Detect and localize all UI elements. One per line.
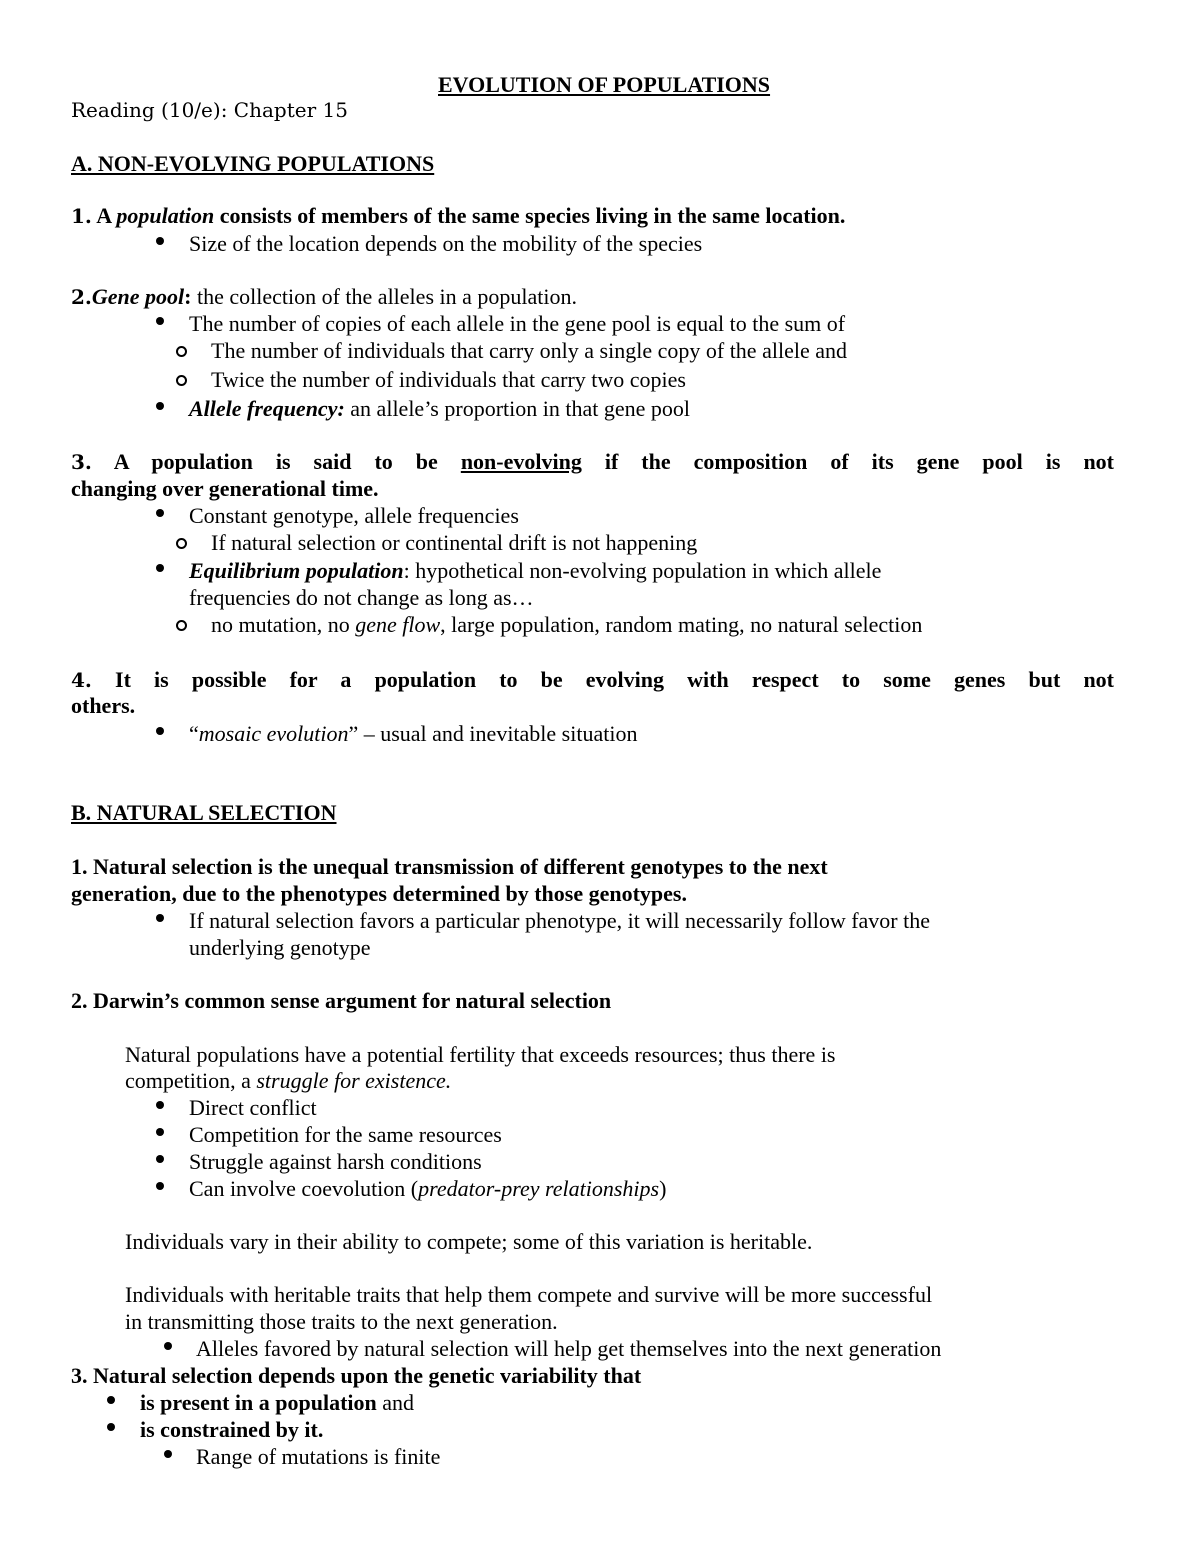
a-point-4-line-2: others. [71,693,136,718]
a-point-3-line-2: changing over generational time. [71,476,379,501]
bullet-dot [156,509,164,517]
section-a-heading: A. NON-EVOLVING POPULATIONS [71,151,435,176]
a3-sub-1: If natural selection or continental drift is not happening [211,530,698,555]
b-point-1-line-1: 1. Natural selection is the unequal transmission of different genotypes to the next [71,854,828,879]
a3-bullet-2-line-2: frequencies do not change as long as… [189,585,534,610]
a-point-1: 1. A population consists of members of the same species living in the same location. [71,203,846,228]
b2-bullet-2: Competition for the same resources [189,1122,502,1147]
b3-bullet-1: is present in a population and [140,1390,415,1415]
b2-bullet-3: Struggle against harsh conditions [189,1149,482,1174]
a2-sub-1: The number of individuals that carry only a single copy of the allele and [211,338,847,363]
b2-para-2: Individuals vary in their ability to compete; some of this variation is heritable. [125,1229,813,1254]
bullet-ring [176,620,187,631]
bullet-dot [156,317,164,325]
a1-bullet-1: Size of the location depends on the mobility of the species [189,231,703,256]
bullet-dot [156,402,164,410]
page-title: EVOLUTION OF POPULATIONS [438,72,771,97]
bullet-dot [156,1128,164,1136]
a-point-4-line-1: 4. It is possible for a population to be evolving with respect to some genes but not [71,667,1115,692]
bullet-dot [156,564,164,572]
bullet-dot [156,727,164,735]
a2-bullet-1: The number of copies of each allele in the gene pool is equal to the sum of [189,311,846,336]
bullet-dot [107,1396,115,1404]
b2-para-1-line-2: competition, a struggle for existence. [125,1068,452,1093]
bullet-dot [164,1450,172,1458]
a3-bullet-1: Constant genotype, allele frequencies [189,503,519,528]
reading-reference: Reading (10/e): Chapter 15 [71,98,348,122]
a-point-2: 2.Gene pool: the collection of the alleles in a population. [71,284,577,309]
b2-bullet-4: Can involve coevolution (predator-prey relationships) [189,1176,667,1201]
bullet-ring [176,346,187,357]
b-point-1-line-2: generation, due to the phenotypes determined by those genotypes. [71,881,687,906]
b3-sub-1: Range of mutations is finite [196,1444,441,1469]
a2-sub-2: Twice the number of individuals that carry two copies [211,367,686,392]
bullet-dot [156,1182,164,1190]
bullet-dot [156,914,164,922]
a3-bullet-2: Equilibrium population: hypothetical non-evolving population in which allele [189,558,882,583]
bullet-dot [156,237,164,245]
bullet-dot [156,1155,164,1163]
bullet-dot [107,1423,115,1431]
b2-para-1-line-1: Natural populations have a potential fertility that exceeds resources; thus there is [125,1042,836,1067]
bullet-dot [156,1101,164,1109]
b2-para-3-line-2: in transmitting those traits to the next generation. [125,1309,558,1334]
section-b-heading: B. NATURAL SELECTION [71,800,337,825]
a3-sub-2: no mutation, no gene flow, large population, random mating, no natural selection [211,612,923,637]
a4-bullet-1: “mosaic evolution” – usual and inevitable situation [189,721,638,746]
b2-bullet-1: Direct conflict [189,1095,317,1120]
b-point-2-heading: 2. Darwin’s common sense argument for natural selection [71,988,612,1013]
bullet-ring [176,375,187,386]
a-point-3-line-1: 3. A population is said to be non-evolving if the composition of its gene pool is not [71,449,1115,474]
b-point-3-line-1: 3. Natural selection depends upon the genetic variability that [71,1363,642,1388]
b1-bullet-1-line-2: underlying genotype [189,935,371,960]
a2-bullet-2: Allele frequency: an allele’s proportion in that gene pool [189,396,690,421]
b2-para-3-line-1: Individuals with heritable traits that help them compete and survive will be more successful [125,1282,933,1307]
bullet-ring [176,538,187,549]
b3-bullet-2: is constrained by it. [140,1417,324,1442]
b1-bullet-1: If natural selection favors a particular phenotype, it will necessarily follow favor the [189,908,931,933]
bullet-dot [164,1342,172,1350]
b2-bullet-5: Alleles favored by natural selection will help get themselves into the next generation [196,1336,942,1361]
